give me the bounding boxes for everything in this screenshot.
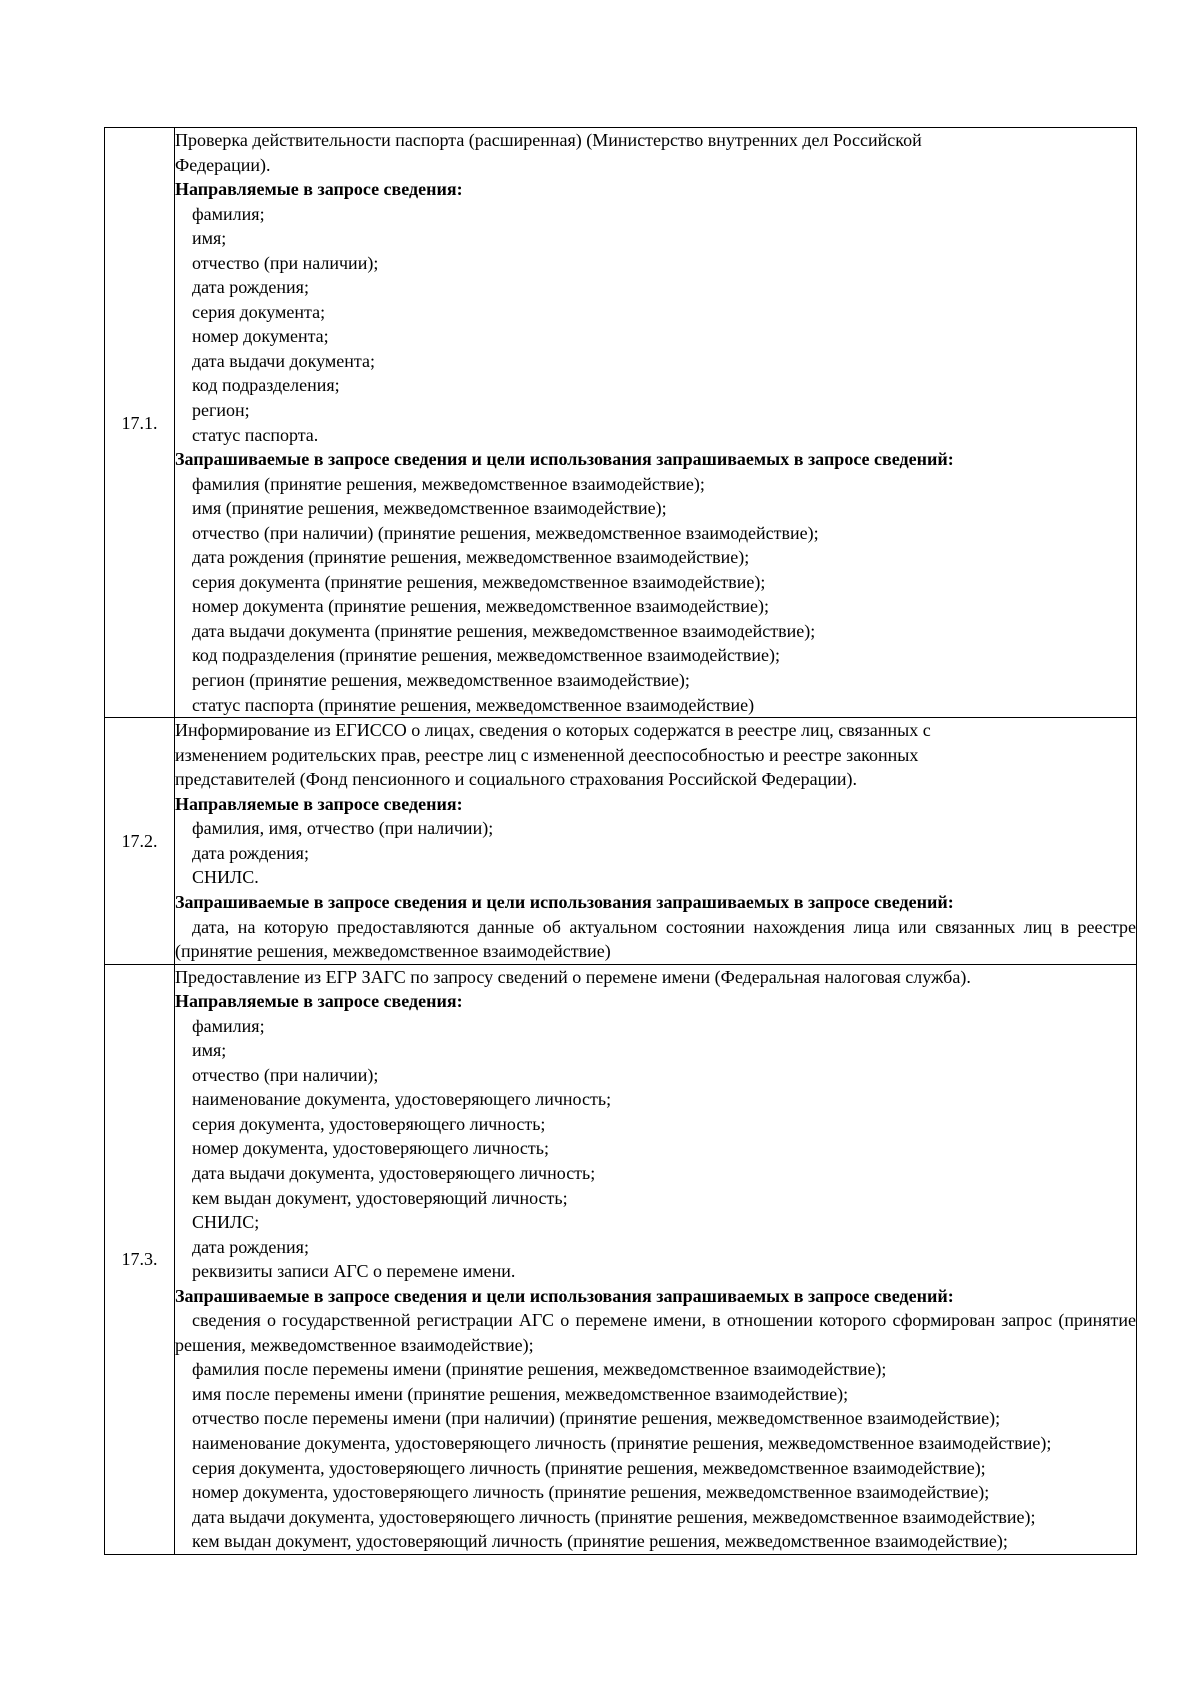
row-number: 17.1. (105, 128, 175, 718)
list-item: дата рождения; (192, 277, 309, 298)
list-item: сведения о государственной регистрации АГС о перемене имени, в отношении которого сформирован запрос (принятие решения, межведомственное взаимодействие); (175, 1310, 1136, 1355)
list-item: дата выдачи документа; (192, 350, 375, 371)
list-item: код подразделения (принятие решения, межведомственное взаимодействие); (192, 645, 780, 666)
row-content (175, 718, 1137, 964)
list-item: серия документа; (192, 301, 326, 322)
list-item: номер документа; (192, 326, 329, 347)
table-row (105, 964, 1137, 1554)
list-item: код подразделения; (192, 375, 340, 396)
list-item: дата рождения; (192, 1236, 309, 1257)
list-item: фамилия; (192, 1015, 265, 1036)
list-item: дата рождения; (192, 842, 309, 863)
table-row (105, 128, 1137, 718)
list-item: серия документа, удостоверяющего личность (принятие решения, межведомственное взаимодействие); (192, 1457, 986, 1478)
list-item: СНИЛС. (192, 867, 259, 888)
service-title-line: Информирование из ЕГИССО о лицах, сведения о которых содержатся в реестре лиц, связанных с (175, 720, 931, 741)
list-item: имя (принятие решения, межведомственное взаимодействие); (192, 498, 667, 519)
list-item: отчество (при наличии); (192, 252, 379, 273)
service-title-line: Федерации). (175, 154, 271, 175)
list-item: дата рождения (принятие решения, межведомственное взаимодействие); (192, 547, 750, 568)
list-item: наименование документа, удостоверяющего личность; (192, 1089, 612, 1110)
list-item: фамилия после перемены имени (принятие решения, межведомственное взаимодействие); (192, 1359, 887, 1380)
list-item: дата выдачи документа, удостоверяющего личность; (192, 1162, 596, 1183)
service-title-line: представителей (Фонд пенсионного и социального страхования Российской Федерации). (175, 769, 857, 790)
service-title-line: изменением родительских прав, реестре лиц с измененной дееспособностью и реестре законных (175, 744, 919, 765)
list-item: имя после перемены имени (принятие решения, межведомственное взаимодействие); (192, 1383, 849, 1404)
service-title-line: Предоставление из ЕГР ЗАГС по запросу сведений о перемене имени (Федеральная налоговая служба). (175, 966, 971, 987)
list-item: серия документа, удостоверяющего личность; (192, 1113, 546, 1134)
row-content (175, 964, 1137, 1554)
list-item: имя; (192, 228, 227, 249)
list-item: СНИЛС; (192, 1212, 260, 1233)
service-title-line: Проверка действительности паспорта (расширенная) (Министерство внутренних дел Российской (175, 130, 922, 150)
list-item: номер документа (принятие решения, межведомственное взаимодействие); (192, 596, 769, 617)
list-item: фамилия (принятие решения, межведомственное взаимодействие); (192, 473, 705, 494)
list-item: отчество (при наличии); (192, 1064, 379, 1085)
list-item: номер документа, удостоверяющего личность; (192, 1138, 549, 1159)
row-content (175, 128, 1137, 718)
list-item: регион (принятие решения, межведомственное взаимодействие); (192, 670, 690, 691)
list-item: кем выдан документ, удостоверяющий личность; (192, 1187, 568, 1208)
list-item: наименование документа, удостоверяющего личность (принятие решения, межведомственное взаимодействие); (192, 1432, 1052, 1453)
services-table (104, 127, 1137, 1555)
list-item: дата выдачи документа (принятие решения, межведомственное взаимодействие); (192, 620, 816, 641)
sent-heading: Направляемые в запросе сведения: (175, 179, 463, 200)
row-number: 17.2. (105, 718, 175, 964)
requested-heading: Запрашиваемые в запросе сведения и цели использования запрашиваемых в запросе сведений: (175, 891, 954, 912)
list-item: кем выдан документ, удостоверяющий личность (принятие решения, межведомственное взаимодействие); (192, 1531, 1008, 1552)
list-item: номер документа, удостоверяющего личность (принятие решения, межведомственное взаимодействие); (192, 1482, 990, 1503)
list-item: дата, на которую предоставляются данные об актуальном состоянии нахождения лица или связанных лиц в реестре (принятие решения, межведомственное взаимодействие) (175, 916, 1136, 962)
list-item: отчество после перемены имени (при наличии) (принятие решения, межведомственное взаимодействие); (192, 1408, 1001, 1429)
list-item: отчество (при наличии) (принятие решения, межведомственное взаимодействие); (192, 522, 819, 543)
sent-heading: Направляемые в запросе сведения: (175, 793, 463, 814)
list-item: регион; (192, 400, 250, 421)
list-item: фамилия; (192, 203, 265, 224)
list-item: статус паспорта (принятие решения, межведомственное взаимодействие) (192, 694, 755, 715)
list-item: серия документа (принятие решения, межведомственное взаимодействие); (192, 571, 766, 592)
list-item: реквизиты записи АГС о перемене имени. (192, 1261, 516, 1282)
list-item: фамилия, имя, отчество (при наличии); (192, 818, 494, 839)
row-number: 17.3. (105, 964, 175, 1554)
sent-heading: Направляемые в запросе сведения: (175, 991, 463, 1012)
list-item: имя; (192, 1040, 227, 1061)
list-item: дата выдачи документа, удостоверяющего личность (принятие решения, межведомственное взаимодействие); (192, 1506, 1036, 1527)
list-item: статус паспорта. (192, 424, 319, 445)
requested-heading: Запрашиваемые в запросе сведения и цели использования запрашиваемых в запросе сведений: (175, 1285, 954, 1306)
requested-heading: Запрашиваемые в запросе сведения и цели использования запрашиваемых в запросе сведений: (175, 449, 954, 470)
table-row (105, 718, 1137, 964)
